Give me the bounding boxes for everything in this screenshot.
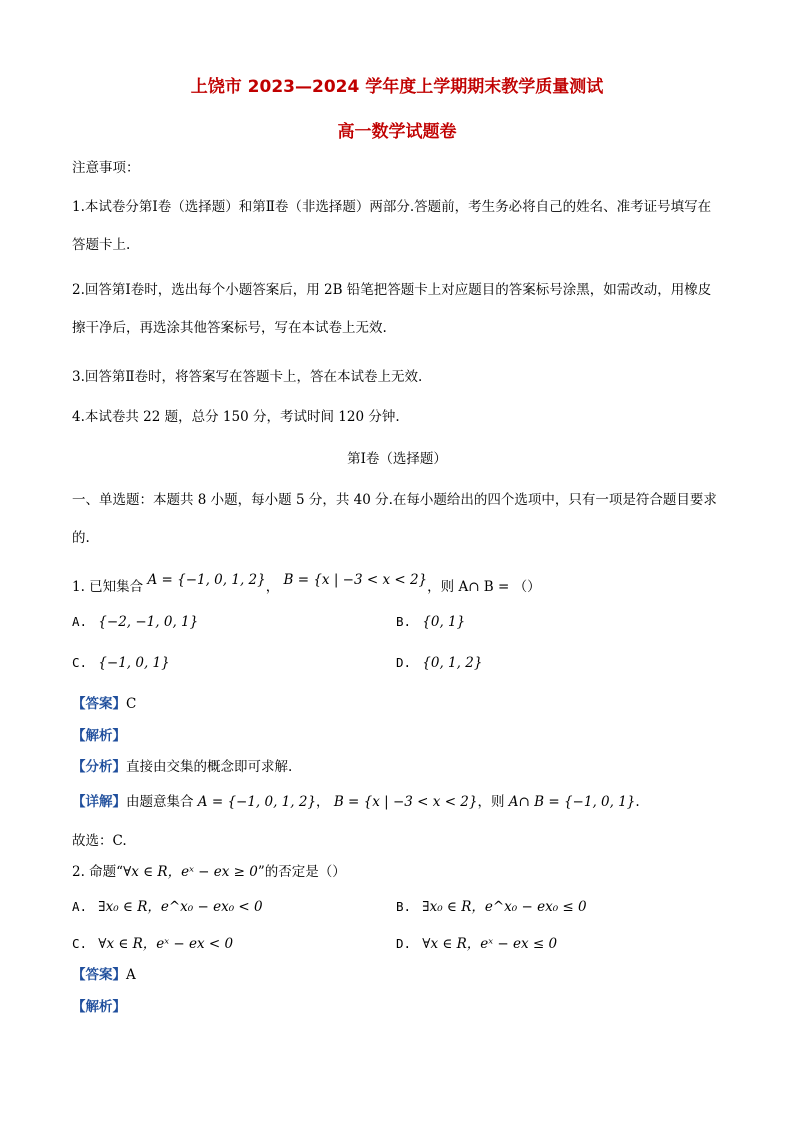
- q1-option-a-text: {−2, −1, 0, 1}: [98, 614, 199, 630]
- q1-option-c-label: C.: [72, 655, 88, 670]
- q1-xiangjie-tag: 【详解】: [72, 794, 126, 810]
- q1-xiangjie-result: A∩ B = {−1, 0, 1}: [508, 794, 636, 810]
- notice-item-2: 2.回答第Ⅰ卷时，选出每个小题答案后，用 2B 铅笔把答题卡上对应题目的答案标号涂黑，如需改动，用橡皮擦干净后，再选涂其他答案标号，写在本试卷上无效.: [72, 282, 712, 336]
- q2-option-d-label: D.: [396, 936, 412, 951]
- q1-prefix: 1. 已知集合: [72, 579, 144, 595]
- q2-statement: ∀x ∈ R，eˣ − ex ≥ 0: [123, 864, 258, 880]
- q2-option-b-label: B.: [396, 899, 412, 914]
- q2-option-a-label: A.: [72, 899, 88, 914]
- q1-answer: [72, 692, 136, 712]
- q2-option-d: [396, 932, 557, 952]
- q1-option-b-text: {0, 1}: [422, 614, 466, 630]
- q1-choose: 故选：C.: [72, 833, 127, 849]
- q2-option-c-label: C.: [72, 936, 88, 951]
- q1-option-c-text: {−1, 0, 1}: [98, 655, 170, 671]
- q1-option-c: [72, 655, 170, 671]
- q1-option-b: [396, 614, 465, 630]
- q1-option-d-label: D.: [396, 655, 412, 670]
- q2-option-b: [396, 895, 587, 915]
- q2-option-a-text: ∃x₀ ∈ R，e^x₀ − ex₀ < 0: [98, 899, 263, 915]
- q1-xiangjie-b: ，则: [477, 794, 505, 810]
- q1-xiangjie-set-a: A = {−1, 0, 1, 2}: [197, 794, 317, 810]
- q2-option-c-text: ∀x ∈ R，eˣ − ex < 0: [98, 936, 234, 952]
- q1-analysis-tag: 【解析】: [72, 728, 126, 744]
- q1-set-a: A = {−1, 0, 1, 2}: [147, 572, 266, 588]
- exam-title: 上饶市 2023—2024 学年度上学期期末教学质量测试: [190, 77, 604, 97]
- exam-subtitle: 高一数学试题卷: [337, 122, 457, 142]
- q1-xiangjie-a: 由题意集合: [126, 794, 194, 810]
- q2-answer: [72, 963, 136, 983]
- question-1: [72, 572, 541, 595]
- q1-xiangjie-set-b: B = {x | −3 < x < 2}: [333, 794, 478, 810]
- q1-fenxi: [72, 755, 292, 775]
- q1-analysis: [72, 724, 126, 744]
- q1-ask: ，则 A∩ B = （）: [427, 579, 541, 595]
- q2-option-c: [72, 932, 233, 952]
- q2-prefix: 2. 命题“: [72, 864, 124, 880]
- q2-analysis: [72, 995, 126, 1015]
- q1-answer-tag: 【答案】: [72, 696, 126, 712]
- q2-analysis-tag: 【解析】: [72, 999, 126, 1015]
- q1-set-b: B = {x | −3 < x < 2}: [283, 572, 428, 588]
- section-heading: 一、单选题：本题共 8 小题，每小题 5 分，共 40 分.在每小题给出的四个选项中，只有一项是符合题目要求的.: [72, 492, 717, 546]
- q1-xiangjie-end: .: [635, 794, 640, 810]
- notice-item-3: 3.回答第Ⅱ卷时，将答案写在答题卡上，答在本试卷上无效.: [72, 369, 423, 385]
- q1-fenxi-text: 直接由交集的概念即可求解.: [126, 759, 293, 775]
- q1-option-a-label: A.: [72, 614, 88, 629]
- q2-answer-value: A: [126, 967, 136, 983]
- q1-xiangjie: [72, 790, 640, 810]
- q1-option-a: [72, 614, 198, 630]
- q1-sep: ，: [265, 579, 280, 595]
- q2-option-d-text: ∀x ∈ R，eˣ − ex ≤ 0: [422, 936, 558, 952]
- notice-item-1: 1.本试卷分第Ⅰ卷（选择题）和第Ⅱ卷（非选择题）两部分.答题前，考生务必将自己的姓名、准考证号填写在答题卡上.: [72, 199, 712, 253]
- q1-option-d: [396, 655, 482, 671]
- q2-answer-tag: 【答案】: [72, 967, 126, 983]
- q2-suffix: ”的否定是（）: [257, 864, 346, 880]
- q1-option-b-label: B.: [396, 614, 412, 629]
- notice-item-4: 4.本试卷共 22 题，总分 150 分，考试时间 120 分钟.: [72, 409, 400, 425]
- notice-heading: 注意事项：: [72, 160, 140, 176]
- q1-fenxi-tag: 【分析】: [72, 759, 126, 775]
- question-2: [72, 860, 346, 880]
- q1-answer-value: C: [126, 696, 137, 712]
- q1-option-d-text: {0, 1, 2}: [422, 655, 483, 671]
- q2-option-b-text: ∃x₀ ∈ R，e^x₀ − ex₀ ≤ 0: [422, 899, 587, 915]
- q1-xiangjie-sep: ，: [316, 794, 330, 810]
- part1-heading: 第Ⅰ卷（选择题）: [347, 451, 447, 467]
- q2-option-a: [72, 895, 263, 915]
